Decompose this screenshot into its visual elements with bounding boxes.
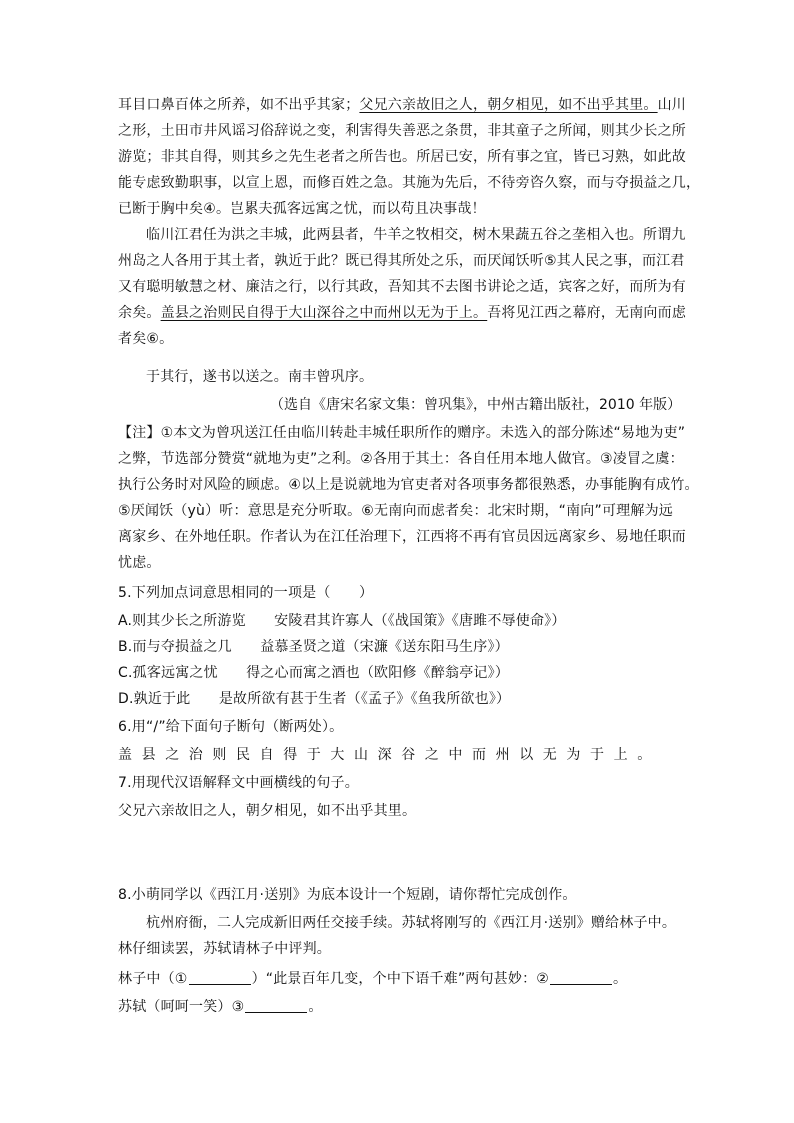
passage-line: 之形，土田市井风谣习俗辞说之变，利害得失善恶之条贯，非其童子之所闻，则其少长之所 [118,123,686,139]
question-text [118,966,678,992]
note-line: ⑤厌闻饫（yù）听：意思是充分听取。⑥无南向而虑者矣：北宋时期，“南向”可理解为远 [118,503,673,519]
answer-blank-2[interactable] [550,970,612,985]
question-sentence: 父兄六亲故旧之人，朝夕相见，如不出乎其里。 [118,803,417,819]
underlined-sentence: 父兄六亲故旧之人，朝夕相见，如不出乎其里。 [359,97,658,113]
note-line: 之弊，节选部分赞赏“就地为吏”之利。②各用于其土：各自任用本地人做官。③凌冒之虞： [118,451,684,467]
question-option: A.则其少长之所游览 安陵君其许寡人（《战国策》《唐雎不辱使命》） [118,613,566,629]
question-text: 林子中（① [118,971,188,987]
note-line: 忧虑。 [118,555,161,571]
answer-blank-3[interactable] [245,998,307,1013]
passage-line: 州岛之人各用于其土者，孰近于此？既已得其所处之乐，而厌闻饫听⑤其人民之事，而江君 [118,253,685,269]
question-text: 。 [308,999,323,1015]
passage-line: 临川江君任为洪之丰城，此两县者，牛羊之牧相交，树木果蔬五谷之垄相入也。所谓九 [146,227,686,243]
question-text: 杭州府衙，二人完成新旧两任交接手续。苏轼将刚写的《西江月·送别》赠给林子中。 [146,915,677,931]
note-line: 离家乡、在外地任职。作者认为在江任治理下，江西将不再有官员因远离家乡、易地任职而 [118,529,686,545]
question-option: B.而与夺损益之几 益慕圣贤之道（宋濂《送东阳马生序》） [118,639,509,655]
note-line: 执行公务时对风险的顾虑。④以上是说就地为官吏者对各项事务都很熟悉，办事能胸有成竹。 [118,477,699,493]
passage-line: 游览；非其自得，则其乡之先生老者之所告也。所居已安，所有事之宜，皆已习熟，如此故 [118,149,686,165]
question-option: C.孤客远寓之忧 得之心而寓之酒也（欧阳修《醉翁亭记》） [118,665,510,681]
passage-text: 余矣。 [118,305,161,321]
passage-line: 于其行，遂书以送之。南丰曾巩序。 [146,369,374,385]
passage-text: 山川 [657,97,687,113]
question-text: ）“此景百年几变，个中下语千难”两句甚妙：② [251,971,550,987]
question-option: D.孰近于此 是故所欲有甚于生者（《孟子》《鱼我所欲也》） [118,691,511,707]
passage-line [118,92,687,118]
passage-line [118,300,687,326]
passage-text: 吾将见江西之幕府，无南向而虑 [487,305,687,321]
question-sentence: 盖县之治则民自得于大山深谷之中而州以无为于上。 [118,747,661,763]
question-text: 林仔细读罢，苏轼请林子中评判。 [118,941,331,957]
note-line: 【注】①本文为曾巩送江任由临川转赴丰城任职所作的赠序。未选入的部分陈述“易地为吏” [118,425,686,441]
question-stem: 6.用“/”给下面句子断句（断两处）。 [118,719,344,735]
question-stem: 7.用现代汉语解释文中画横线的句子。 [118,775,359,791]
passage-text: 耳目口鼻百体之所养，如不出乎其家； [118,97,360,113]
question-stem: 8.小萌同学以《西江月·送别》为底本设计一个短剧，请你帮忙完成创作。 [118,887,577,903]
passage-line: 能专虑致勤职事，以宣上恩，而修百姓之急。其施为先后，不待旁咨久察，而与夺损益之几， [118,175,701,191]
question-text: 。 [613,971,628,987]
question-text [118,994,678,1020]
source-citation: （选自《唐宋名家文集：曾巩集》，中州古籍出版社，2010 年版） [270,397,682,413]
passage-line: 又有聪明敏慧之材、廉洁之行，以行其政，吾知其不去图书讲论之适，宾客之好，而所为有 [118,279,686,295]
underlined-sentence: 盖县之治则民自得于大山深谷之中而州以无为于上。 [160,305,488,321]
question-text: 苏轼（呵呵一笑）③ [118,999,245,1015]
question-stem: 5.下列加点词意思相同的一项是（ ） [118,585,374,601]
passage-line: 者矣⑥。 [118,331,174,347]
answer-blank-1[interactable] [189,970,251,985]
passage-line: 已断于胸中矣④。岂累夫孤客远寓之忧，而以苟且决事哉！ [118,201,486,217]
